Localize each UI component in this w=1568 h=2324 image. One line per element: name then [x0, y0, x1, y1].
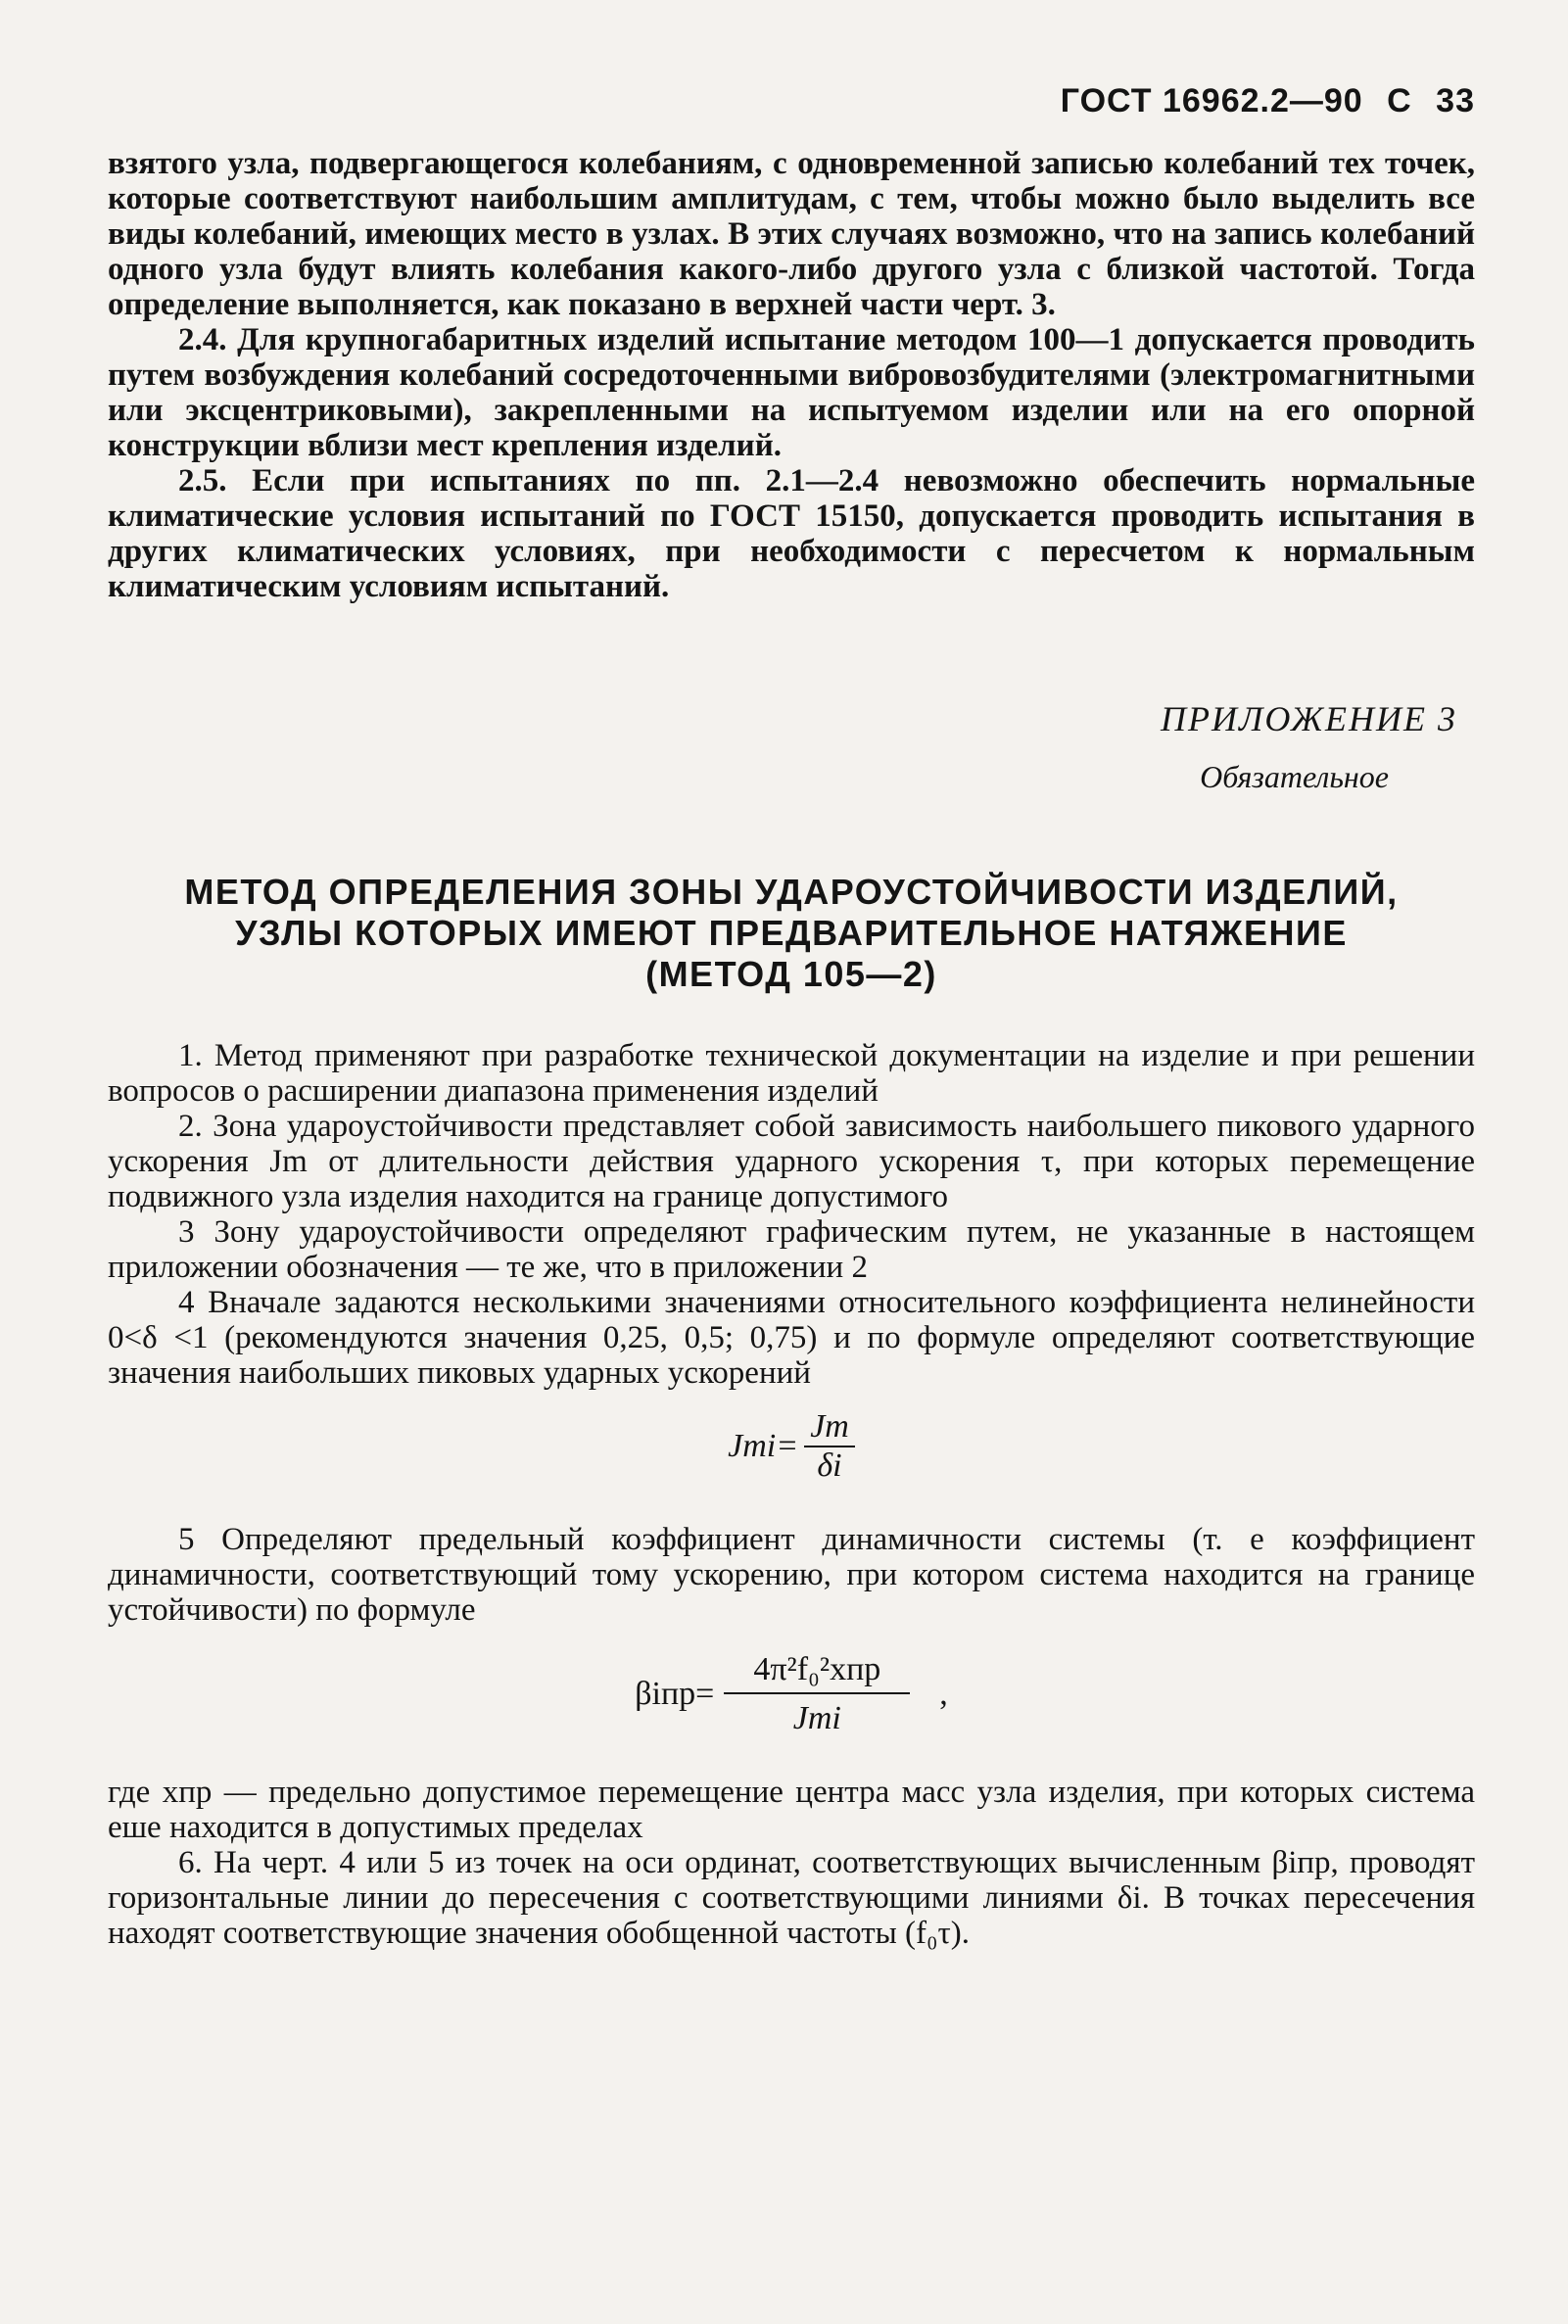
formula-1-denominator: δi	[817, 1447, 842, 1484]
formula-2-denominator: Jmi	[792, 1700, 841, 1736]
formula-2-numerator: 4π²f₀²xпр	[724, 1651, 910, 1694]
appendix-status: Обязательное	[1200, 759, 1389, 794]
formula-2-fraction	[724, 1651, 910, 1737]
paragraph-2-5: 2.5. Если при испытаниях по пп. 2.1—2.4 невозможно обеспечить нормальные климатические условия испытаний по ГОСТ 15150, допускается проводить испытания в других климатических условиях, при необходимости с пересчетом к нормальным климатическим условиям испытаний.	[108, 463, 1475, 604]
formula-dynamic-coefficient	[108, 1651, 1475, 1737]
item-3: 3 Зону удароустойчивости определяют графическим путем, не указанные в настоящем приложении обозначения — те же, что в приложении 2	[108, 1214, 1475, 1285]
paragraph-2-4: 2.4. Для крупногабаритных изделий испытание методом 100—1 допускается проводить путем возбуждения колебаний сосредоточенными вибровозбудителями (электромагнитными или эксцентриковыми), закрепленными на испытуемом изделии или на его опорной конструкции вблизи мест крепления изделий.	[108, 322, 1475, 463]
formula-1-fraction	[804, 1408, 855, 1485]
paragraph-continuation: взятого узла, подвергающегося колебаниям, с одновременной записью колебаний тех точек, которые соответствуют наибольшим амплитудам, с тем, чтобы можно было выделить все виды колебаний, имеющих место в узлах. В этих случаях возможно, что на запись колебаний одного узла будут влиять колебания какого-либо другого узла с близкой частотой. Тогда определение выполняется, как показано в верхней части черт. 3.	[108, 146, 1475, 322]
appendix-label: ПРИЛОЖЕНИЕ 3	[1161, 699, 1457, 738]
item-5-note: где xпр — предельно допустимое перемещение центра масс узла изделия, при которых система еше находится в допустимых пределах	[108, 1775, 1475, 1845]
title-line-2: УЗЛЫ КОТОРЫХ ИМЕЮТ ПРЕДВАРИТЕЛЬНОЕ НАТЯЖЕНИЕ	[235, 913, 1348, 953]
formula-1-lhs: Jmi=	[728, 1428, 799, 1464]
title-line-1: МЕТОД ОПРЕДЕЛЕНИЯ ЗОНЫ УДАРОУСТОЙЧИВОСТИ ИЗДЕЛИЙ,	[184, 872, 1399, 912]
title-line-3: (МЕТОД 105—2)	[645, 954, 937, 994]
section-letter: С	[1387, 82, 1412, 119]
item-5: 5 Определяют предельный коэффициент динамичности системы (т. е коэффициент динамичности, соответствующий тому ускорению, при котором система находится на границе устойчивости) по формуле	[108, 1522, 1475, 1628]
formula-2-lhs: βiпр=	[635, 1676, 715, 1712]
standard-number: ГОСТ 16962.2—90	[1060, 82, 1363, 119]
item-1: 1. Метод применяют при разработке технической документации на изделие и при решении вопросов о расширении диапазона применения изделий	[108, 1038, 1475, 1109]
page-header	[108, 82, 1475, 120]
item-6: 6. На черт. 4 или 5 из точек на оси ординат, соответствующих вычисленным βiпр, проводят горизонтальные линии до пересечения с соответствующими линиями δi. В точках пересечения находят соответствующие значения обобщенной частоты (f₀τ).	[108, 1845, 1475, 1951]
page-number: 33	[1436, 82, 1475, 119]
formula-1-numerator: Jm	[804, 1408, 855, 1447]
item-4: 4 Вначале задаются несколькими значениями относительного коэффициента нелинейности 0<δ <1 (рекомендуются значения 0,25, 0,5; 0,75) и по формуле определяют соответствующие значения наибольших пиковых ударных ускорений	[108, 1285, 1475, 1391]
formula-2-comma: ,	[939, 1676, 948, 1712]
document-page	[108, 82, 1475, 1951]
item-2: 2. Зона ударoустойчивости представляет собой зависимость наибольшего пикового ударного ускорения Jm от длительности действия ударного ускорения τ, при которых перемещение подвижного узла изделия находится на границе допустимого	[108, 1109, 1475, 1214]
formula-peak-acceleration	[108, 1408, 1475, 1485]
section-title	[108, 872, 1475, 995]
